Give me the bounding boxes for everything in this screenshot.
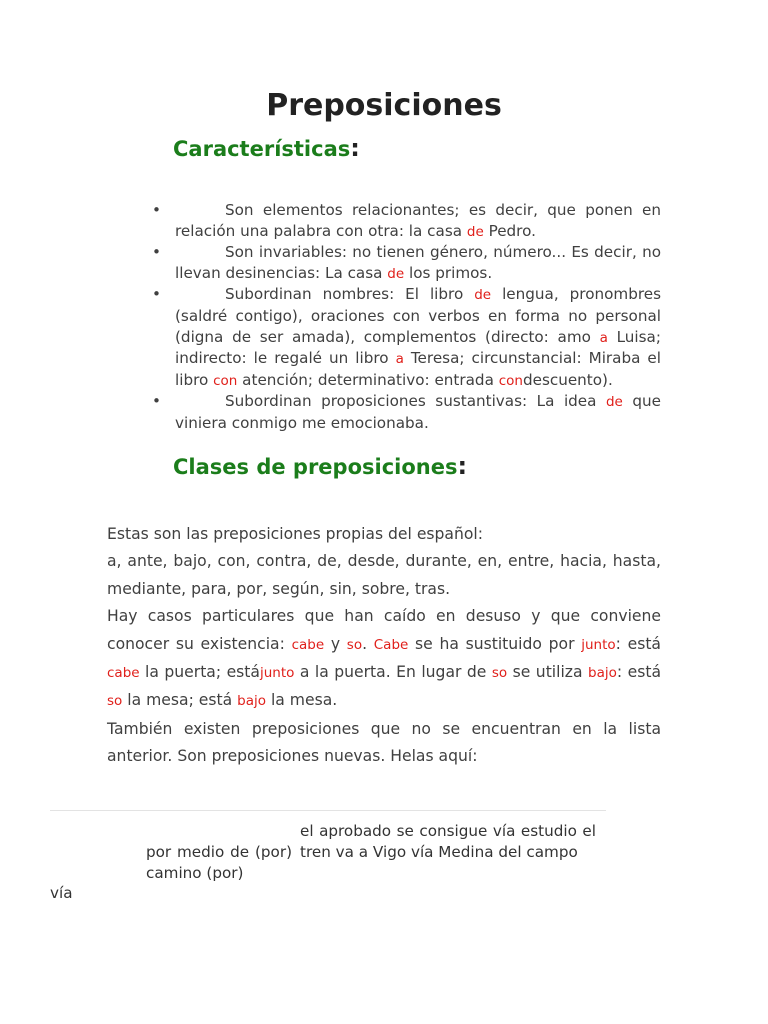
list-item: [147, 242, 661, 284]
list-item-text: Son invariables: no tienen género, número... Es decir, no llevan desinencias: La casa de los primos.: [175, 243, 661, 282]
page-title: Preposiciones: [266, 88, 502, 123]
section-heading-caracteristicas: [173, 134, 360, 162]
divider: [50, 810, 606, 811]
list-item: [147, 200, 661, 242]
paragraph-preposition-list: a, ante, bajo, con, contra, de, desde, durante, en, entre, hacia, hasta, mediante, para, por, según, sin, sobre, tras.: [107, 552, 661, 598]
body-text: [107, 521, 661, 771]
table-cell-term: vía: [50, 884, 73, 902]
paragraph-particular-cases: Hay casos particulares que han caído en desuso y que conviene conocer su existencia: cabe y so. Cabe se ha sustituido por junto: está cabe la puerta; estájunto a la puerta. En lugar de so se utiliza bajo: está so la mesa; está bajo la mesa.: [107, 607, 662, 710]
section-heading-text: Clases de preposiciones: [173, 455, 458, 479]
list-item-text: Subordinan proposiciones sustantivas: La idea de que viniera conmigo me emocionaba.: [175, 392, 661, 432]
paragraph-intro: Estas son las preposiciones propias del español:: [107, 525, 484, 543]
list-item-text: Subordinan nombres: El libro de lengua, pronombres (saldré contigo), oraciones con verbos en forma no personal (digna de ser amada), complementos (directo: amo a Luisa; indirecto: le regalé un libro a Teresa; circunstancial: Miraba el libro con atención; determinativo: entrada condescuento).: [175, 285, 662, 389]
list-item-text: Son elementos relacionantes; es decir, que ponen en relación una palabra con otra: la casa de Pedro.: [175, 201, 661, 240]
list-item: [147, 284, 661, 391]
table-cell-examples: el aprobado se consigue vía estudio el tren va a Vigo vía Medina del campo: [300, 822, 596, 861]
bullet-icon: •: [152, 243, 161, 262]
bullet-icon: •: [152, 392, 161, 411]
table-cell-meaning: por medio de (por) camino (por): [146, 843, 292, 882]
section-heading-text: Características: [173, 137, 351, 161]
heading-colon: :: [457, 452, 468, 480]
bullet-icon: •: [152, 201, 161, 219]
heading-colon: :: [350, 134, 360, 162]
section-heading-clases: [173, 452, 467, 480]
characteristics-list: [147, 200, 661, 434]
list-item: [147, 391, 661, 433]
bullet-icon: •: [152, 285, 161, 304]
paragraph-new-prepositions: También existen preposiciones que no se encuentran en la lista anterior. Son preposiciones nuevas. Helas aquí:: [107, 719, 661, 766]
